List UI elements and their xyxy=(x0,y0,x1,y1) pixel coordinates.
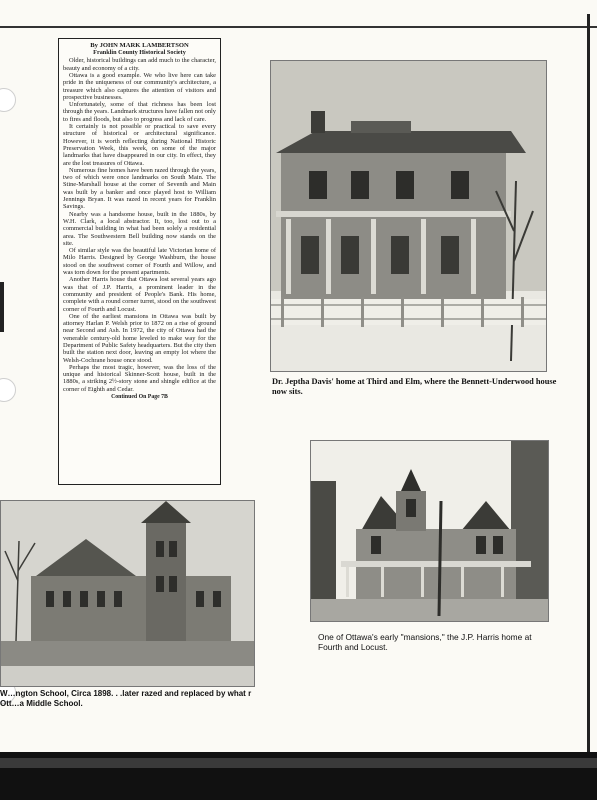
article-organization: Franklin County Historical Society xyxy=(93,49,186,57)
left-edge-mark xyxy=(0,282,4,332)
washington-school-caption: W…ngton School, Circa 1898. . .later razed and replaced by what r Ott…a Middle School. xyxy=(0,689,252,708)
binder-hole xyxy=(0,378,16,402)
article-column xyxy=(58,38,221,485)
article-paragraph: It certainly is not possible or practical to save every structure of historical or architectural significance. However, it is worth reflecting during National Historic Preservation Week, this week, on some of the major landmarks that have disappeared in our city. In effect, they are the lost treasures of Ottawa. xyxy=(63,123,216,167)
davis-house-photo xyxy=(270,60,547,372)
article-paragraph: Ottawa is a good example. We who live here can take pride in the uniqueness of our community's architecture, a treasure which also captures the attention of visitors and prospective businesses. xyxy=(63,72,216,101)
continued-note: Continued On Page 7B xyxy=(111,394,168,401)
article-paragraph: Numerous fine homes have been razed through the years, two of which were once landmarks on South Main. The Stine-Marshall house at the corner of Seventh and Main was built by a banker and once played host to William Jennings Bryan. It was razed in recent years for Franklin Savings. xyxy=(63,166,216,211)
jp-harris-house-photo xyxy=(310,440,549,622)
article-paragraph: Another Harris house that Ottawa lost several years ago was that of J.P. Harris, a prominent leader in the community and president of People's Bank. His home, complete with a round corner turret, stood on the southwest corner of Fourth and Locust. xyxy=(63,276,216,313)
article-paragraph: Of similar style was the beautiful late Victorian home of Milo Harris. Designed by George Washburn, the house stood on the southwest corner of Fourth and Willow, and was torn down for the present apartments. xyxy=(63,247,216,277)
jp-harris-house-caption: One of Ottawa's early "mansions," the J.P. Harris home at Fourth and Locust. xyxy=(318,632,532,652)
bottom-scan-band xyxy=(0,752,597,800)
article-byline: By JOHN MARK LAMBERTSON xyxy=(90,42,189,49)
article-paragraph: One of the earliest mansions in Ottawa was built by attorney Harlan P. Welsh prior to 1872 on a rise of ground near Second and Ash. In 1972, the city of Ottawa had the venerable century-old home leveled to make way for the Department of Public Safety headquarters. But the city then built the station next door, leaving an empty lot where the Welsh-Cochrane house once stood. xyxy=(63,312,216,364)
article-paragraph: Unfortunately, some of that richness has been lost through the years. Landmark structures have fallen not only to fires and floods, but also to progress and lack of care. xyxy=(63,101,216,123)
article-paragraph: Older, historical buildings can add much to the character, beauty and economy of a city. xyxy=(63,57,216,72)
top-border-line xyxy=(0,26,597,28)
davis-house-caption: Dr. Jeptha Davis' home at Third and Elm, where the Bennett-Underwood house now sits. xyxy=(272,377,557,396)
article-paragraph: Nearby was a handsome house, built in the 1880s, by W.H. Clark, a local abstractor. It, too, lost out to a commercial building in what had been solely a residential area. The Southwestern Bell building now stands on the site. xyxy=(63,210,216,247)
washington-school-photo xyxy=(0,500,255,687)
binder-hole xyxy=(0,88,16,112)
right-border-line xyxy=(587,14,590,754)
article-paragraph: Perhaps the most tragic, however, was the loss of the unique and historical Skinner-Scott house, built in the 1880s, a striking 2½-story stone and shingle edifice at the corner of Eighth and Cedar. xyxy=(63,363,216,393)
